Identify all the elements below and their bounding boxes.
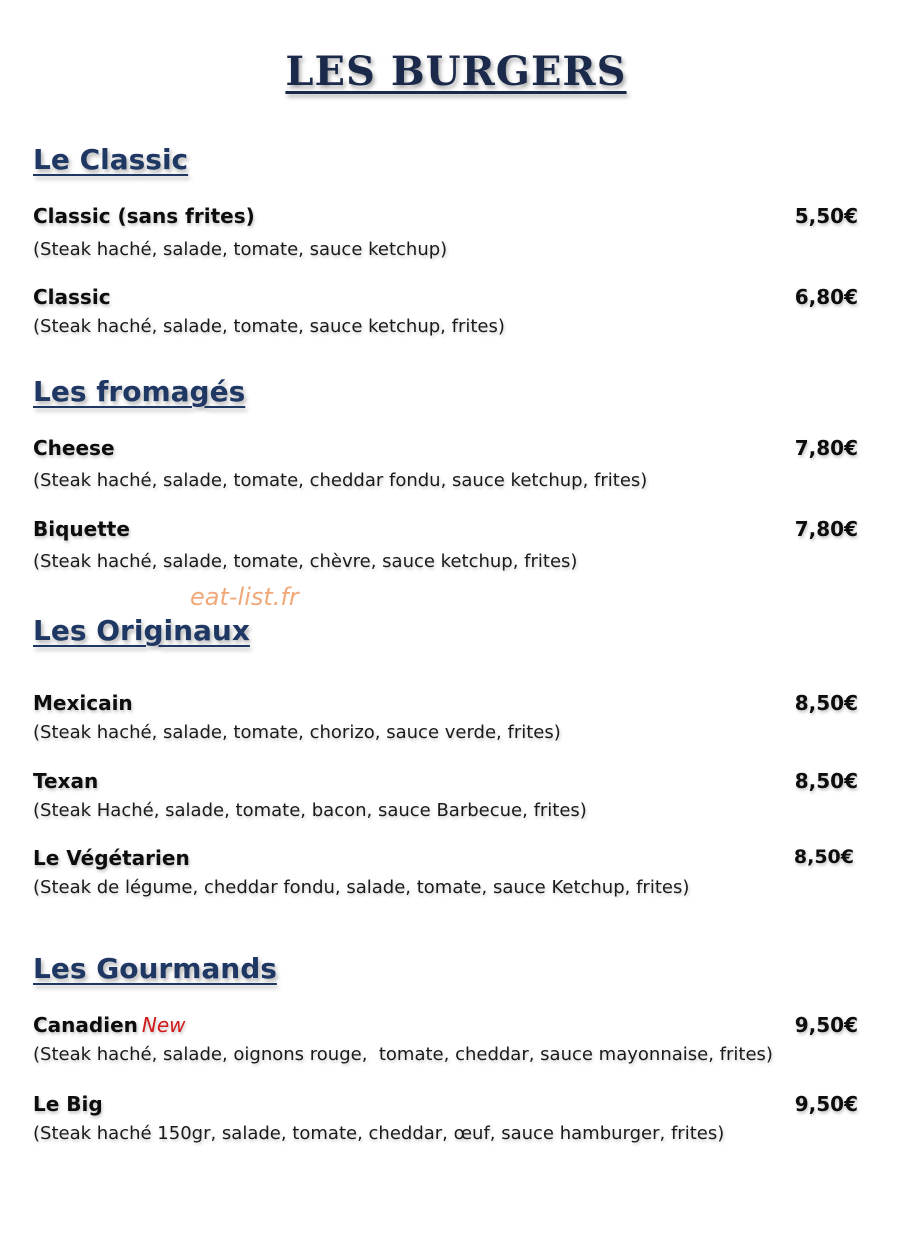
item-price-cheese: 7,80€ xyxy=(794,436,858,460)
item-price-canadien: 9,50€ xyxy=(794,1013,858,1037)
item-description-le-vegetarien: (Steak de légume, cheddar fondu, salade, tomate, sauce Ketchup, frites) xyxy=(33,877,690,898)
item-name-classic-sans-frites: Classic (sans frites) xyxy=(33,204,255,228)
item-description-classic: (Steak haché, salade, tomate, sauce ketchup, frites) xyxy=(33,316,505,337)
new-badge: New xyxy=(141,1013,186,1037)
item-price-le-big: 9,50€ xyxy=(794,1092,858,1116)
item-description-canadien: (Steak haché, salade, oignons rouge, tomate, cheddar, sauce mayonnaise, frites) xyxy=(33,1044,773,1065)
watermark-text: eat-list.fr xyxy=(190,583,299,611)
section-title-les-originaux: Les Originaux xyxy=(33,614,250,647)
page-title: LES BURGERS xyxy=(285,48,627,95)
item-price-le-vegetarien: 8,50€ xyxy=(793,846,854,868)
item-name-le-big: Le Big xyxy=(33,1092,103,1116)
section-title-les-fromages: Les fromagés xyxy=(33,375,246,408)
item-name-le-vegetarien: Le Végétarien xyxy=(33,846,190,870)
item-name-canadien-label: Canadien xyxy=(33,1013,138,1037)
item-name-classic: Classic xyxy=(33,285,111,309)
item-name-mexicain: Mexicain xyxy=(33,691,133,715)
item-description-mexicain: (Steak haché, salade, tomate, chorizo, sauce verde, frites) xyxy=(33,722,561,743)
item-price-classic: 6,80€ xyxy=(794,285,858,309)
item-description-classic-sans-frites: (Steak haché, salade, tomate, sauce ketchup) xyxy=(33,239,448,260)
item-name-canadien xyxy=(33,1013,186,1037)
item-description-biquette: (Steak haché, salade, tomate, chèvre, sauce ketchup, frites) xyxy=(33,551,578,572)
section-title-les-gourmands: Les Gourmands xyxy=(33,952,277,985)
item-price-classic-sans-frites: 5,50€ xyxy=(794,204,858,228)
item-description-cheese: (Steak haché, salade, tomate, cheddar fondu, sauce ketchup, frites) xyxy=(33,470,648,491)
item-name-biquette: Biquette xyxy=(33,517,130,541)
item-description-texan: (Steak Haché, salade, tomate, bacon, sauce Barbecue, frites) xyxy=(33,800,587,821)
item-price-texan: 8,50€ xyxy=(794,769,858,793)
item-name-cheese: Cheese xyxy=(33,436,115,460)
item-name-texan: Texan xyxy=(33,769,99,793)
section-title-le-classic: Le Classic xyxy=(33,143,189,176)
item-price-biquette: 7,80€ xyxy=(794,517,858,541)
item-description-le-big: (Steak haché 150gr, salade, tomate, cheddar, œuf, sauce hamburger, frites) xyxy=(33,1123,725,1144)
item-price-mexicain: 8,50€ xyxy=(794,691,858,715)
